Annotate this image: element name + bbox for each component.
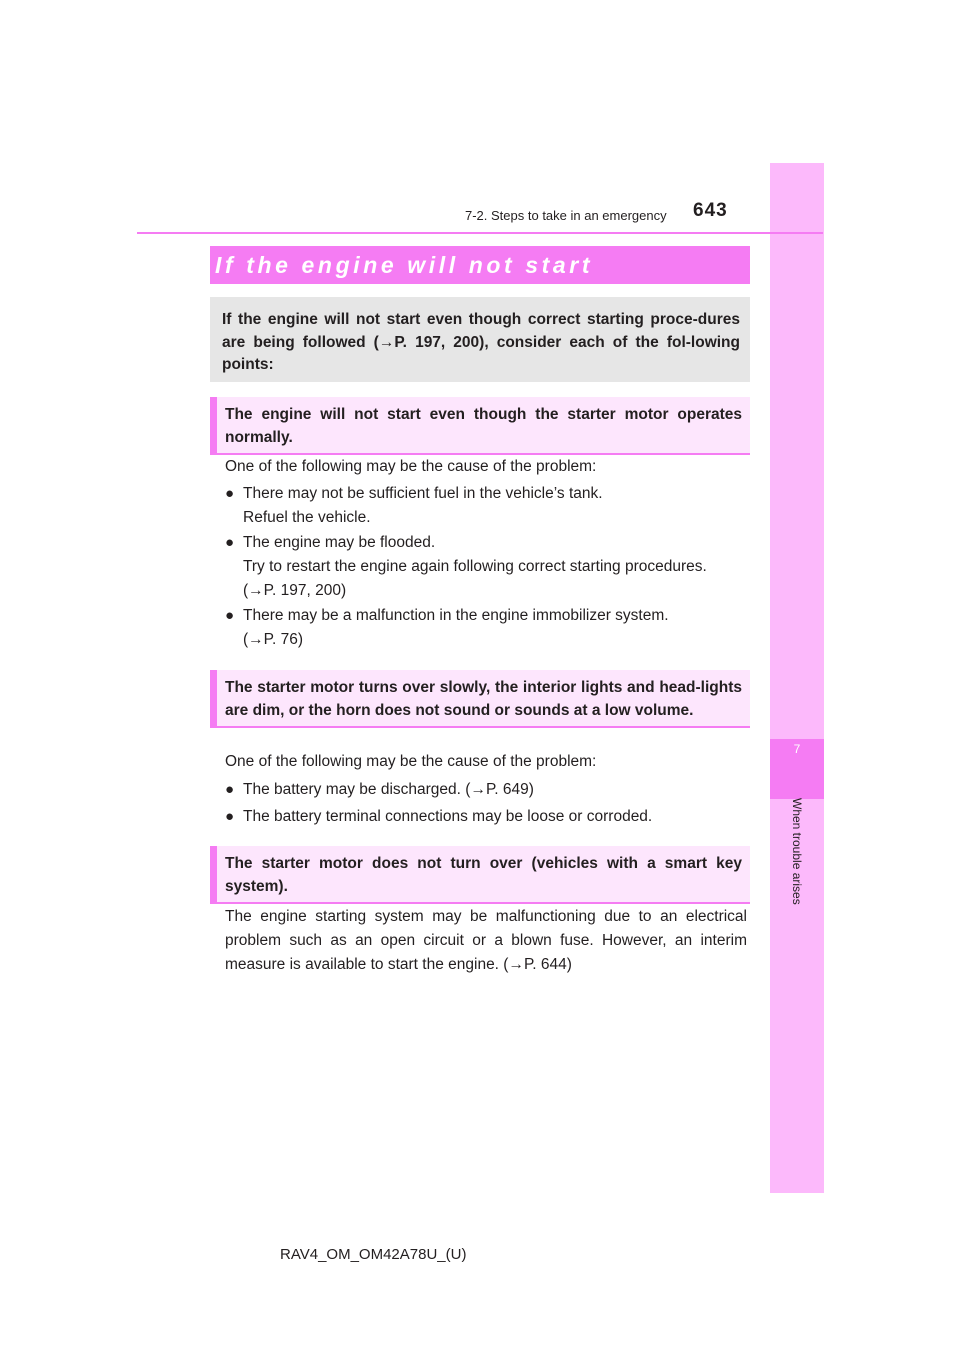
subheading-text: The starter motor turns over slowly, the interior lights and head-lights are dim, or the horn does not sound or sounds at a low volume. <box>225 679 742 719</box>
bullet-line: Refuel the vehicle. <box>243 509 371 526</box>
list-item <box>225 805 747 829</box>
bullet-icon: ● <box>225 607 235 624</box>
bullet-line: The battery terminal connections may be loose or corroded. <box>243 808 653 825</box>
bullet-line: There may be a malfunction in the engine immobilizer system. <box>243 607 669 624</box>
bullet-line: The engine may be flooded. <box>243 534 436 551</box>
bullet-line: The battery may be discharged. (→P. 649) <box>243 781 534 798</box>
bullet-line: Try to restart the engine again following correct starting procedures. <box>243 558 707 575</box>
header-divider <box>137 232 823 234</box>
bullet-line: There may not be sufficient fuel in the vehicle’s tank. <box>243 485 603 502</box>
bullet-icon: ● <box>225 781 235 798</box>
interim-measure-text: The engine starting system may be malfunctioning due to an electrical problem such as an open circuit or a blown fuse. However, an interim measure is available to start the engine. (→P. 644) <box>225 908 747 973</box>
chapter-number-box <box>770 739 824 799</box>
chapter-side-tab[interactable] <box>770 163 824 1193</box>
bullet-icon: ● <box>225 534 235 551</box>
subheading-starter-normal <box>210 397 750 455</box>
chapter-number: 7 <box>793 742 801 756</box>
chapter-title: When trouble arises <box>790 798 804 905</box>
intro-box <box>210 297 750 382</box>
page-title-bar <box>210 246 750 284</box>
page-reference-link[interactable]: (→P. 197, 200) <box>243 582 347 599</box>
page-reference-link[interactable]: (→P. 76) <box>243 631 304 648</box>
document-code: RAV4_OM_OM42A78U_(U) <box>280 1246 467 1263</box>
subheading-text: The starter motor does not turn over (vehicles with a smart key system). <box>225 855 742 895</box>
list-item <box>225 604 747 652</box>
page-number: 643 <box>693 200 728 221</box>
cause-lead-text: One of the following may be the cause of the problem: <box>225 458 597 475</box>
page-title: If the engine will not start <box>215 252 594 278</box>
list-item <box>225 531 747 603</box>
subheading-starter-slow <box>210 670 750 728</box>
list-item <box>225 778 747 802</box>
subheading-starter-no-turn <box>210 846 750 904</box>
bullet-icon: ● <box>225 808 235 825</box>
bullet-icon: ● <box>225 485 235 502</box>
cause-lead-text: One of the following may be the cause of the problem: <box>225 753 597 770</box>
list-item <box>225 482 747 530</box>
subheading-text: The engine will not start even though the starter motor operates normally. <box>225 406 742 446</box>
intro-text: If the engine will not start even though correct starting proce-dures are being followed (→P. 197, 200), consider each of the fol-lowing points: <box>222 311 740 373</box>
section-label: 7-2. Steps to take in an emergency <box>465 208 667 223</box>
